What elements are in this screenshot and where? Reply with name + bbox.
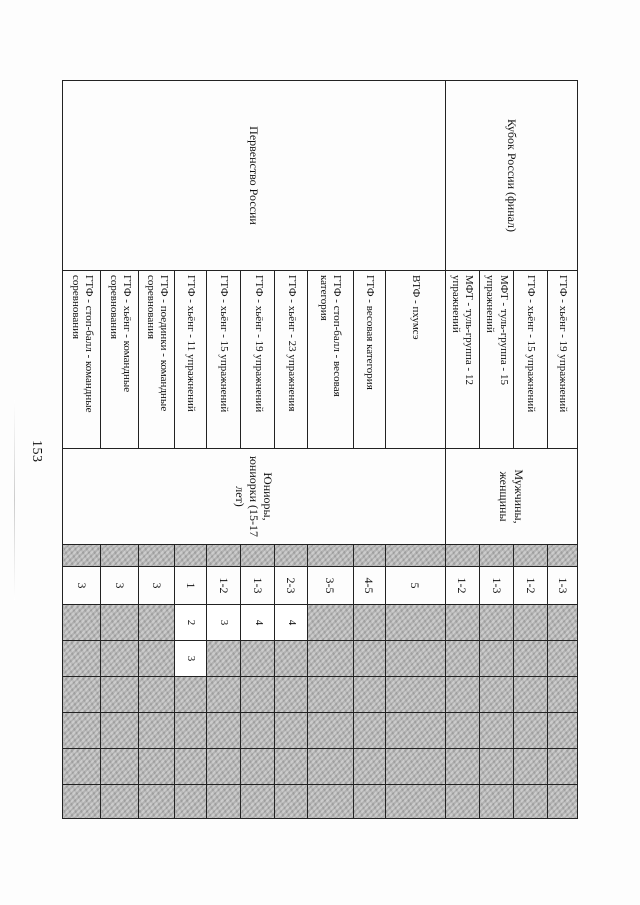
discipline-cell: ГТФ - хьёнг - 19 упражнений xyxy=(547,271,577,449)
shaded-cell xyxy=(139,749,175,785)
place-cell: 4-5 xyxy=(353,567,385,605)
value-cell: 2 xyxy=(175,605,207,641)
shaded-cell xyxy=(513,641,547,677)
place-cell: 1-2 xyxy=(207,567,241,605)
sports-classification-table xyxy=(62,80,578,819)
discipline-cell: ГТФ - хьёнг - командные соревнования xyxy=(101,271,139,449)
value-cell: 3 xyxy=(207,605,241,641)
shaded-cell xyxy=(241,545,275,567)
competition-cell: Первенство России xyxy=(63,81,446,271)
shaded-cell xyxy=(353,605,385,641)
shaded-cell xyxy=(479,713,513,749)
discipline-cell: ГТФ - хьёнг - 15 упражнений xyxy=(207,271,241,449)
shaded-cell xyxy=(139,713,175,749)
shaded-cell xyxy=(385,641,445,677)
shaded-cell xyxy=(353,545,385,567)
shaded-cell xyxy=(513,785,547,819)
shaded-cell xyxy=(139,677,175,713)
shaded-cell xyxy=(547,641,577,677)
shaded-cell xyxy=(445,713,479,749)
table-row xyxy=(547,81,577,819)
discipline-cell: ГТФ - весовая категория xyxy=(353,271,385,449)
shaded-cell xyxy=(479,545,513,567)
place-cell: 1-3 xyxy=(479,567,513,605)
shaded-cell xyxy=(207,641,241,677)
shaded-cell xyxy=(353,713,385,749)
shaded-cell xyxy=(307,785,353,819)
shaded-cell xyxy=(139,545,175,567)
discipline-cell: ГТФ - стоп-балл - командные соревнования xyxy=(63,271,101,449)
shaded-cell xyxy=(101,785,139,819)
shaded-cell xyxy=(275,677,307,713)
shaded-cell xyxy=(139,641,175,677)
shaded-cell xyxy=(63,785,101,819)
discipline-cell: ГТФ - хьёнг - 15 упражнений xyxy=(513,271,547,449)
shaded-cell xyxy=(101,545,139,567)
place-cell: 5 xyxy=(385,567,445,605)
discipline-cell: ГТФ - стоп-балл - весовая категория xyxy=(307,271,353,449)
shaded-cell xyxy=(101,605,139,641)
shaded-cell xyxy=(275,545,307,567)
shaded-cell xyxy=(101,641,139,677)
shaded-cell xyxy=(547,713,577,749)
shaded-cell xyxy=(385,785,445,819)
shaded-cell xyxy=(63,605,101,641)
shaded-cell xyxy=(175,713,207,749)
shaded-cell xyxy=(479,749,513,785)
shaded-cell xyxy=(241,713,275,749)
shaded-cell xyxy=(63,545,101,567)
shaded-cell xyxy=(353,677,385,713)
shaded-cell xyxy=(63,713,101,749)
shaded-cell xyxy=(479,641,513,677)
shaded-cell xyxy=(353,641,385,677)
shaded-cell xyxy=(175,785,207,819)
shaded-cell xyxy=(275,641,307,677)
page-number: 153 xyxy=(29,440,44,463)
shaded-cell xyxy=(63,641,101,677)
shaded-cell xyxy=(307,713,353,749)
discipline-cell: МФТ - туль-группа - 12 упражнений xyxy=(445,271,479,449)
value-cell: 4 xyxy=(275,605,307,641)
place-cell: 2-3 xyxy=(275,567,307,605)
shaded-cell xyxy=(63,677,101,713)
shaded-cell xyxy=(275,713,307,749)
age-group-cell: Юниоры, юниорки (15-17 лет) xyxy=(63,449,446,545)
shaded-cell xyxy=(513,749,547,785)
shaded-cell xyxy=(385,677,445,713)
shaded-cell xyxy=(513,605,547,641)
place-cell: 1 xyxy=(175,567,207,605)
place-cell: 3 xyxy=(63,567,101,605)
shaded-cell xyxy=(385,605,445,641)
shaded-cell xyxy=(445,785,479,819)
competition-cell: Кубок России (финал) xyxy=(445,81,577,271)
discipline-cell: ГТФ - поединки - командные соревнования xyxy=(139,271,175,449)
shaded-cell xyxy=(445,677,479,713)
shaded-cell xyxy=(479,677,513,713)
shaded-cell xyxy=(445,545,479,567)
shaded-cell xyxy=(479,785,513,819)
shaded-cell xyxy=(385,749,445,785)
shaded-cell xyxy=(175,677,207,713)
shaded-cell xyxy=(139,785,175,819)
shaded-cell xyxy=(445,605,479,641)
shaded-cell xyxy=(207,545,241,567)
shaded-cell xyxy=(547,749,577,785)
shaded-cell xyxy=(241,677,275,713)
rotated-table-wrapper xyxy=(62,80,578,818)
shaded-cell xyxy=(353,785,385,819)
discipline-cell: ГТФ - хьёнг - 11 упражнений xyxy=(175,271,207,449)
shaded-cell xyxy=(307,677,353,713)
shaded-cell xyxy=(241,749,275,785)
place-cell: 1-3 xyxy=(547,567,577,605)
shaded-cell xyxy=(63,749,101,785)
shaded-cell xyxy=(175,749,207,785)
shaded-cell xyxy=(547,677,577,713)
age-group-cell: Мужчины, женщины xyxy=(445,449,577,545)
place-cell: 3 xyxy=(139,567,175,605)
discipline-cell: ГТФ - хьёнг - 19 упражнений xyxy=(241,271,275,449)
place-cell: 1-2 xyxy=(513,567,547,605)
shaded-cell xyxy=(207,713,241,749)
table-row xyxy=(385,81,445,819)
shaded-cell xyxy=(445,641,479,677)
shaded-cell xyxy=(241,785,275,819)
shaded-cell xyxy=(101,749,139,785)
shaded-cell xyxy=(513,545,547,567)
shaded-cell xyxy=(547,545,577,567)
shaded-cell xyxy=(139,605,175,641)
shaded-cell xyxy=(385,713,445,749)
shaded-cell xyxy=(307,641,353,677)
shaded-cell xyxy=(175,545,207,567)
place-cell: 3 xyxy=(101,567,139,605)
shaded-cell xyxy=(101,713,139,749)
place-cell: 1-2 xyxy=(445,567,479,605)
shaded-cell xyxy=(547,785,577,819)
shaded-cell xyxy=(307,605,353,641)
shaded-cell xyxy=(241,641,275,677)
shaded-cell xyxy=(307,545,353,567)
shaded-cell xyxy=(207,677,241,713)
shaded-cell xyxy=(275,749,307,785)
shaded-cell xyxy=(479,605,513,641)
discipline-cell: МФТ - туль-группа - 15 упражнений xyxy=(479,271,513,449)
scan-artifact xyxy=(14,400,15,600)
shaded-cell xyxy=(207,785,241,819)
shaded-cell xyxy=(353,749,385,785)
shaded-cell xyxy=(275,785,307,819)
place-cell: 3-5 xyxy=(307,567,353,605)
shaded-cell xyxy=(207,749,241,785)
shaded-cell xyxy=(547,605,577,641)
shaded-cell xyxy=(513,713,547,749)
shaded-cell xyxy=(513,677,547,713)
shaded-cell xyxy=(307,749,353,785)
shaded-cell xyxy=(385,545,445,567)
shaded-cell xyxy=(445,749,479,785)
shaded-cell xyxy=(101,677,139,713)
discipline-cell: ГТФ - хьёнг - 23 упражнения xyxy=(275,271,307,449)
value-cell: 4 xyxy=(241,605,275,641)
place-cell: 1-3 xyxy=(241,567,275,605)
discipline-cell: ВТФ - пхумсэ xyxy=(385,271,445,449)
value-cell: 3 xyxy=(175,641,207,677)
